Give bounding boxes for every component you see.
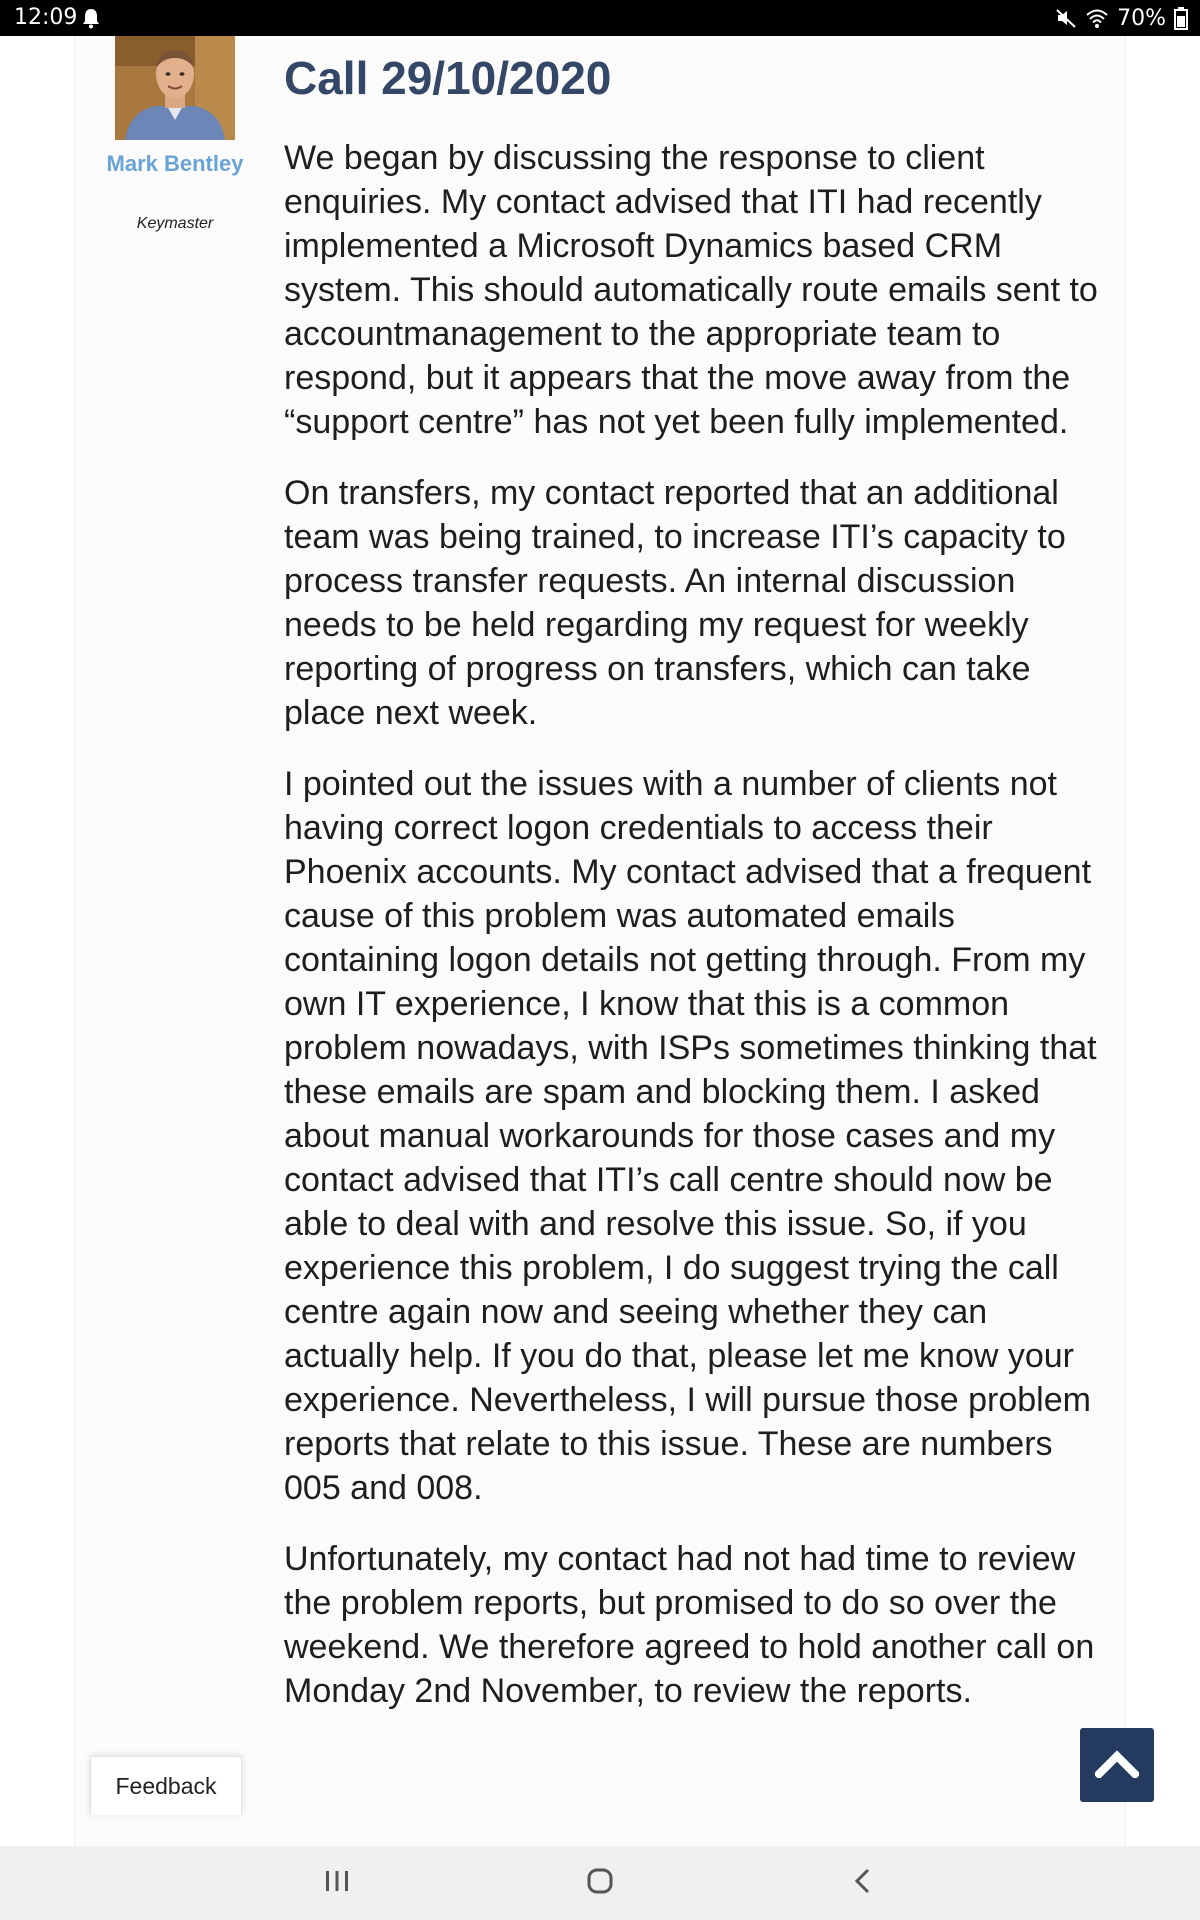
back-to-top-button[interactable] bbox=[1080, 1728, 1154, 1802]
home-icon bbox=[586, 1867, 614, 1900]
post-paragraph: We began by discussing the response to client enquiries. My contact advised that ITI had recently implemented a Microsoft Dynamics based CRM system. This should automatically route emails sent to accountmanagement to the appropriate team to respond, but it appears that the move away from the “support centre” has not yet been fully implemented. bbox=[284, 139, 1098, 441]
home-button[interactable] bbox=[560, 1856, 640, 1910]
post-paragraph: On transfers, my contact reported that an additional team was being trained, to increase ITI’s capacity to process transfer requests. An internal discussion needs to be held regarding my request for weekly reporting of progress on transfers, which can take place next week. bbox=[284, 474, 1066, 732]
wifi-icon bbox=[1085, 7, 1109, 29]
back-button[interactable] bbox=[823, 1856, 903, 1910]
mute-icon bbox=[1055, 7, 1077, 29]
recent-apps-button[interactable] bbox=[297, 1856, 377, 1910]
page-title: Call 29/10/2020 bbox=[284, 52, 612, 104]
battery-percentage: 70% bbox=[1117, 5, 1166, 31]
chevron-up-icon bbox=[1095, 1748, 1139, 1783]
navigation-bar bbox=[0, 1846, 1200, 1920]
battery-icon bbox=[1174, 6, 1188, 30]
notification-bell-icon bbox=[80, 7, 102, 29]
post-paragraph: Unfortunately, my contact had not had time to review the problem reports, but promised to do so over the weekend. We therefore agreed to hold another call on Monday 2nd November, to review the reports. bbox=[284, 1540, 1095, 1710]
back-icon bbox=[851, 1867, 875, 1900]
author-name[interactable]: Mark Bentley bbox=[106, 151, 244, 176]
author-role: Keymaster bbox=[136, 215, 214, 232]
status-icons bbox=[1055, 5, 1188, 31]
post-body bbox=[284, 136, 1104, 1740]
status-bar bbox=[0, 0, 1200, 36]
avatar[interactable] bbox=[115, 36, 235, 140]
post-paragraph: I pointed out the issues with a number of clients not having correct logon credentials to access their Phoenix accounts. My contact advised that a frequent cause of this problem was automated emails containing logon details not getting through. From my own IT experience, I know that this is a common problem nowadays, with ISPs sometimes thinking that these emails are spam and blocking them. I asked about manual workarounds for those cases and my contact advised that ITI’s call centre should now be able to deal with and resolve this issue. So, if you experience this problem, I do suggest trying the call centre again now and seeing whether they can actually help. If you do that, please let me know your experience. Nevertheless, I will pursue those problem reports that relate to this issue. These are numbers 005 and 008. bbox=[284, 765, 1097, 1507]
feedback-button[interactable]: Feedback bbox=[90, 1756, 242, 1815]
status-time: 12:09 bbox=[14, 5, 78, 30]
recent-apps-icon bbox=[323, 1869, 351, 1898]
